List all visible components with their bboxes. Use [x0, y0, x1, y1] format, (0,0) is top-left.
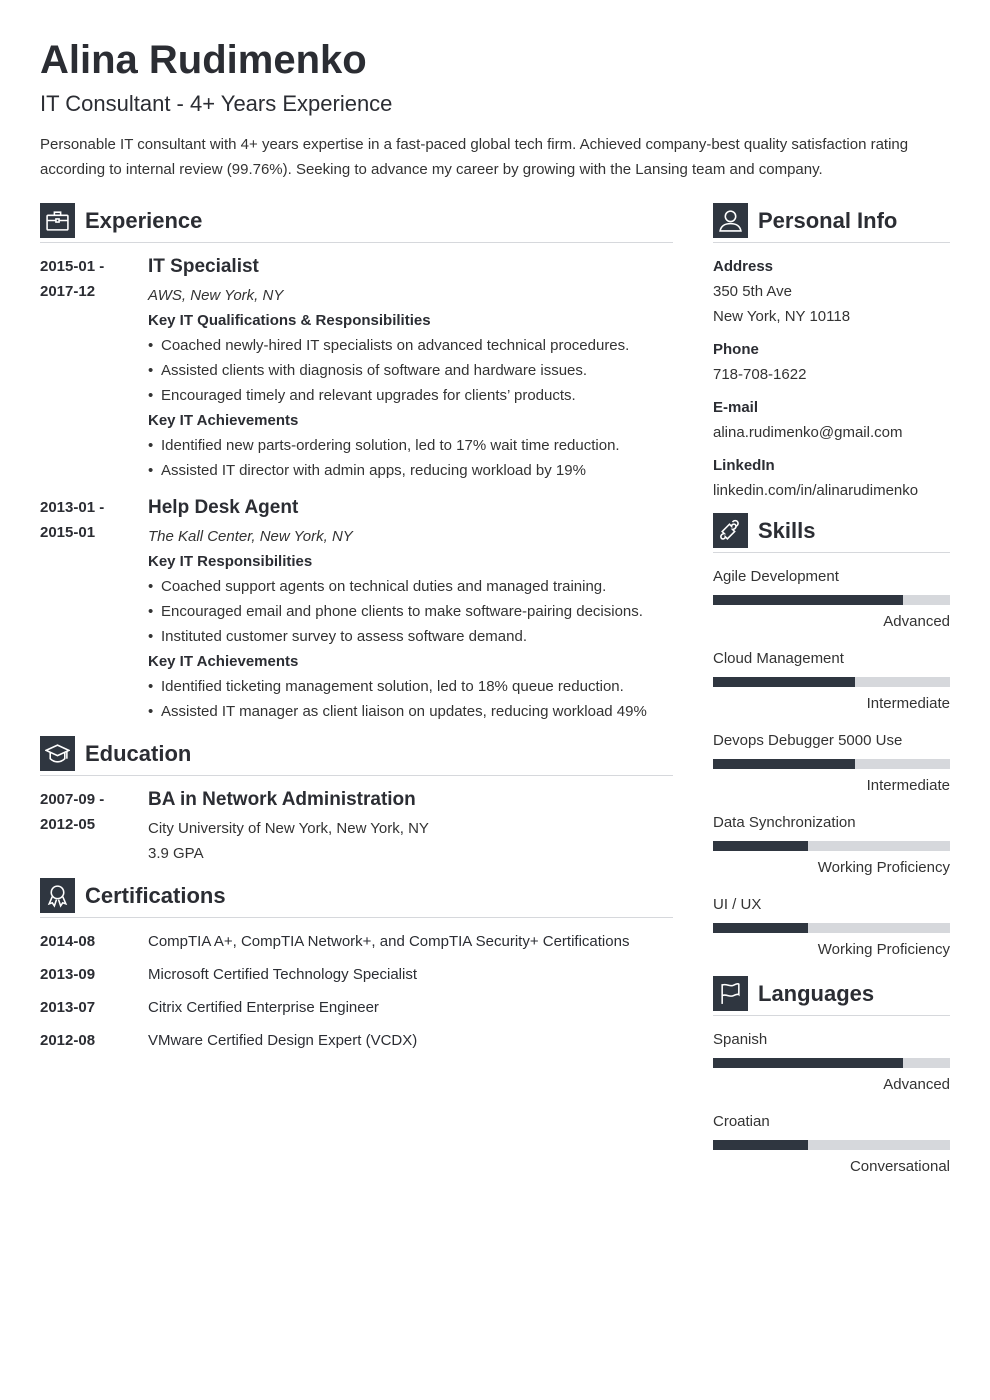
level-item	[713, 810, 950, 880]
level-item-name: Agile Development	[713, 568, 839, 585]
linkedin-group	[713, 453, 950, 503]
address-group	[713, 254, 950, 329]
candidate-title: IT Consultant - 4+ Years Experience	[40, 91, 393, 116]
level-item-label: Working Proficiency	[817, 859, 950, 876]
certification-date: 2013-07	[40, 999, 96, 1016]
certifications-title: Certifications	[85, 882, 226, 908]
level-bar-track	[713, 1058, 950, 1068]
job-bullet: • Identified ticketing management solution, led to 18% queue reduction.	[148, 674, 673, 699]
job-subheading: Key IT Responsibilities	[148, 553, 313, 570]
level-item	[713, 1027, 950, 1097]
languages-header	[713, 976, 950, 1011]
certification-row	[40, 929, 673, 954]
level-item-label: Working Proficiency	[817, 941, 950, 958]
degree-title: BA in Network Administration	[148, 789, 416, 810]
certification-date: 2014-08	[40, 933, 96, 950]
education-header	[40, 736, 673, 771]
certification-name: Citrix Certified Enterprise Engineer	[148, 999, 379, 1016]
graduation-cap-icon	[40, 736, 75, 771]
education-entry	[40, 787, 673, 866]
job-title: Help Desk Agent	[148, 497, 299, 518]
level-item-label: Intermediate	[866, 777, 950, 794]
job-bullet: • Instituted customer survey to assess software demand.	[148, 624, 673, 649]
email-group	[713, 395, 950, 445]
level-bar-fill	[713, 923, 808, 933]
personal-info-header	[713, 203, 950, 238]
education-section	[40, 736, 673, 866]
job-bullet: • Assisted clients with diagnosis of software and hardware issues.	[148, 358, 673, 383]
job-subheading: Key IT Qualifications & Responsibilities	[148, 312, 431, 329]
level-item-label: Advanced	[883, 613, 950, 630]
flag-icon	[713, 976, 748, 1011]
left-column	[40, 203, 673, 1061]
languages-list	[713, 1027, 950, 1179]
phone-value: 718-708-1622	[713, 366, 807, 383]
person-icon	[713, 203, 748, 238]
education-date-start: 2007-09 -	[40, 791, 105, 808]
skills-list	[713, 564, 950, 962]
certification-name: Microsoft Certified Technology Specialist	[148, 966, 418, 983]
level-bar-track	[713, 759, 950, 769]
level-item-name: UI / UX	[713, 896, 762, 913]
level-bar-fill	[713, 759, 855, 769]
job-organization: AWS, New York, NY	[148, 287, 284, 304]
address-label: Address	[713, 258, 774, 275]
email-link[interactable]: alina.rudimenko@gmail.com	[713, 424, 903, 441]
certification-date: 2012-08	[40, 1032, 96, 1049]
level-item-label: Advanced	[883, 1076, 950, 1093]
experience-header	[40, 203, 673, 238]
level-bar-fill	[713, 841, 808, 851]
education-title: Education	[85, 740, 192, 766]
puzzle-piece-icon	[713, 513, 748, 548]
level-item-name: Croatian	[713, 1113, 770, 1130]
skills-header	[713, 513, 950, 548]
job-entry	[40, 495, 673, 724]
job-title: IT Specialist	[148, 256, 259, 277]
email-label: E-mail	[713, 399, 759, 416]
level-bar-track	[713, 923, 950, 933]
level-bar-fill	[713, 1058, 903, 1068]
level-item-label: Conversational	[849, 1158, 950, 1175]
languages-section	[713, 976, 950, 1179]
certification-row	[40, 962, 673, 987]
level-item-name: Data Synchronization	[713, 814, 856, 831]
level-item	[713, 564, 950, 634]
phone-group	[713, 337, 950, 387]
level-item-name: Spanish	[713, 1031, 768, 1048]
job-subheading: Key IT Achievements	[148, 412, 299, 429]
job-bullet: • Encouraged timely and relevant upgrades for clients’ products.	[148, 383, 673, 408]
job-dates	[40, 495, 148, 724]
school-name: City University of New York, New York, NY	[148, 820, 429, 837]
level-item	[713, 646, 950, 716]
certifications-section	[40, 878, 673, 1053]
job-body	[148, 254, 673, 483]
certification-row	[40, 1028, 673, 1053]
level-item	[713, 728, 950, 798]
level-bar-track	[713, 595, 950, 605]
job-date-end: 2017-12	[40, 283, 96, 300]
skills-title: Skills	[758, 517, 816, 543]
certification-date: 2013-09	[40, 966, 96, 983]
level-bar-fill	[713, 595, 903, 605]
certification-name: VMware Certified Design Expert (VCDX)	[148, 1032, 418, 1049]
address-line-1: 350 5th Ave	[713, 283, 792, 300]
job-dates	[40, 254, 148, 483]
level-bar-track	[713, 677, 950, 687]
certification-name: CompTIA A+, CompTIA Network+, and CompTIA Security+ Certifications	[148, 933, 630, 950]
job-date-end: 2015-01	[40, 524, 96, 541]
job-body	[148, 495, 673, 724]
level-item-name: Cloud Management	[713, 650, 844, 667]
job-date-start: 2015-01 -	[40, 258, 105, 275]
education-body	[148, 787, 673, 866]
address-line-2: New York, NY 10118	[713, 308, 851, 325]
job-entry	[40, 254, 673, 483]
job-bullet: • Encouraged email and phone clients to make software-pairing decisions.	[148, 599, 673, 624]
job-bullet: • Identified new parts-ordering solution, led to 17% wait time reduction.	[148, 433, 673, 458]
linkedin-link[interactable]: linkedin.com/in/alinarudimenko	[713, 482, 919, 499]
education-date-end: 2012-05	[40, 816, 96, 833]
job-date-start: 2013-01 -	[40, 499, 105, 516]
award-ribbon-icon	[40, 878, 75, 913]
experience-title: Experience	[85, 207, 203, 233]
level-bar-fill	[713, 677, 855, 687]
personal-info-title: Personal Info	[758, 207, 898, 233]
phone-label: Phone	[713, 341, 759, 358]
job-subheading: Key IT Achievements	[148, 653, 299, 670]
languages-title: Languages	[758, 980, 875, 1006]
level-bar-track	[713, 841, 950, 851]
experience-section	[40, 203, 673, 724]
level-item-label: Intermediate	[866, 695, 950, 712]
personal-info-section	[713, 203, 950, 503]
certification-row	[40, 995, 673, 1020]
level-bar-fill	[713, 1140, 808, 1150]
gpa: 3.9 GPA	[148, 845, 204, 862]
summary-paragraph: Personable IT consultant with 4+ years expertise in a fast-paced global tech firm. Achieved company-best quality satisfaction rating according to internal review (99.76%). Seeking to advance my career by growing with the Lansing team and company.	[40, 136, 909, 178]
right-column	[713, 203, 950, 1191]
education-dates	[40, 787, 148, 866]
briefcase-icon	[40, 203, 75, 238]
skills-section	[713, 513, 950, 962]
level-item-name: Devops Debugger 5000 Use	[713, 732, 903, 749]
job-bullet: • Assisted IT director with admin apps, reducing workload by 19%	[148, 458, 673, 483]
level-item	[713, 1109, 950, 1179]
certifications-header	[40, 878, 673, 913]
linkedin-label: LinkedIn	[713, 457, 775, 474]
job-bullet: • Assisted IT manager as client liaison on updates, reducing workload 49%	[148, 699, 673, 724]
level-bar-track	[713, 1140, 950, 1150]
candidate-name: Alina Rudimenko	[40, 38, 367, 82]
level-item	[713, 892, 950, 962]
job-bullet: • Coached support agents on technical duties and managed training.	[148, 574, 673, 599]
job-organization: The Kall Center, New York, NY	[148, 528, 353, 545]
job-bullet: • Coached newly-hired IT specialists on advanced technical procedures.	[148, 333, 673, 358]
